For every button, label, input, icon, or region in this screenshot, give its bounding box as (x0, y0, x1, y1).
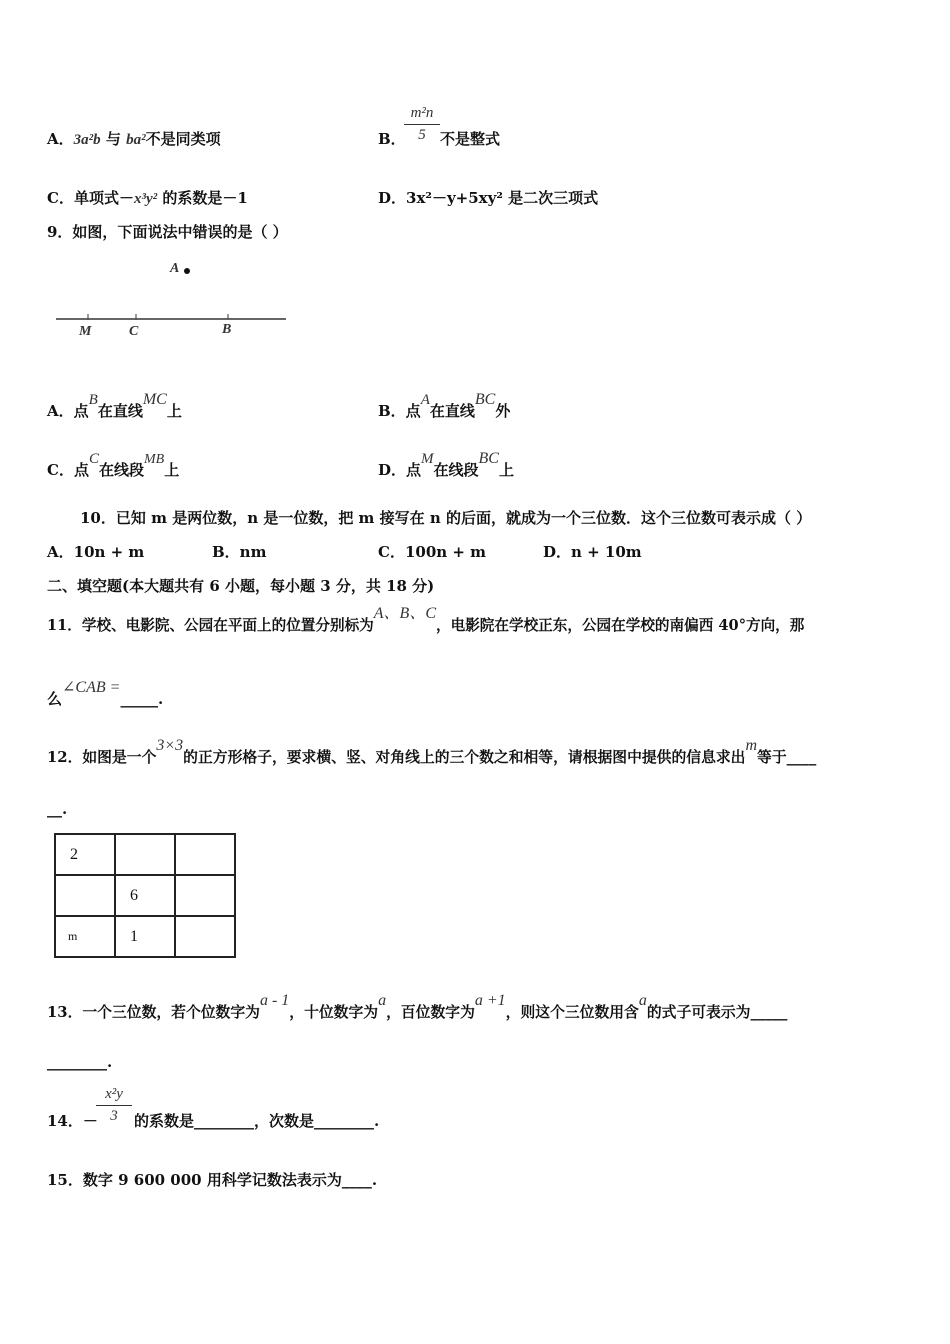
label-m: M (79, 324, 92, 339)
grid-cell (115, 834, 175, 875)
q14-fraction: x²y 3 (96, 1086, 132, 1125)
q10-option-a: A．10n + m (47, 543, 145, 561)
q8-option-c: C．单项式－x³y² 的系数是－1 (47, 189, 248, 207)
q8-b-fraction: m²n 5 (404, 105, 440, 144)
section-2-heading: 二、填空题(本大题共有 6 小题，每小题 3 分，共 18 分) (47, 577, 435, 595)
q10-option-d: D．n + 10m (543, 543, 642, 561)
grid-row (55, 875, 235, 916)
label-b: B (222, 322, 232, 337)
q10-option-b: B．nm (212, 543, 267, 561)
q8-option-b-label: B． (378, 130, 406, 148)
grid-row (55, 834, 235, 875)
grid-cell: 6 (115, 875, 175, 916)
q12-magic-square-grid (54, 833, 236, 958)
grid-cell (175, 834, 235, 875)
q8-option-b-text: 不是整式 (440, 130, 501, 148)
q11-line-2: 么∠CAB =_____. (47, 679, 164, 708)
q12-line-2: __. (47, 800, 68, 818)
q8-a-expr1: 3a²b (73, 132, 101, 148)
q14-text: 的系数是________，次数是________. (134, 1112, 380, 1130)
q14-prefix: 14．－ (47, 1112, 98, 1130)
label-c: C (129, 324, 139, 339)
q13-line-2: ________. (47, 1053, 113, 1071)
grid-cell: m (55, 916, 115, 957)
q9-option-b: B．点A在直线BC外 (378, 391, 511, 420)
q15-text: 15．数字 9 600 000 用科学记数法表示为____. (47, 1171, 378, 1189)
q10-stem: 10．已知 m 是两位数，n 是一位数，把 m 接写在 n 的后面，就成为一个三位数．这个三位数可表示成（ ） (80, 509, 812, 527)
q13-line-1: 13．一个三位数，若个位数字为a - 1，十位数字为a，百位数字为a +1，则这个三位数用含a的式子可表示为_____ (47, 992, 788, 1021)
q9-stem: 9．如图，下面说法中错误的是（ ） (47, 223, 288, 241)
q11-answer-blank: _____. (120, 690, 164, 708)
q8-option-a: A．3a²b 与 ba²不是同类项 (47, 130, 221, 148)
point-a-dot (184, 268, 190, 274)
fraction-bar (96, 1105, 132, 1106)
q12-line-1: 12．如图是一个3×3的正方形格子，要求横、竖、对角线上的三个数之和相等，请根据图中提供的信息求出m等于____ (47, 737, 817, 766)
grid-cell: 1 (115, 916, 175, 957)
grid-row (55, 916, 235, 957)
grid-cell (175, 875, 235, 916)
q9-option-d: D．点M在线段BC上 (378, 450, 514, 479)
q9-option-a: A．点B在直线MC上 (47, 391, 182, 420)
fraction-bar (404, 124, 440, 125)
q9-line-figure (50, 255, 310, 345)
grid-cell (175, 916, 235, 957)
label-a: A (170, 261, 180, 276)
grid-cell (55, 875, 115, 916)
q9-option-c: C．点C在线段MB上 (47, 451, 180, 479)
grid-cell: 2 (55, 834, 115, 875)
q11-line-1: 11．学校、电影院、公园在平面上的位置分别标为A、B、C，电影院在学校正东，公园在学校的南偏西 40°方向，那 (47, 605, 805, 634)
q8-option-d: D．3x²－y+5xy² 是二次三项式 (378, 189, 599, 207)
q8-a-expr2: ba² (126, 132, 146, 148)
q10-option-c: C．100n + m (378, 543, 487, 561)
